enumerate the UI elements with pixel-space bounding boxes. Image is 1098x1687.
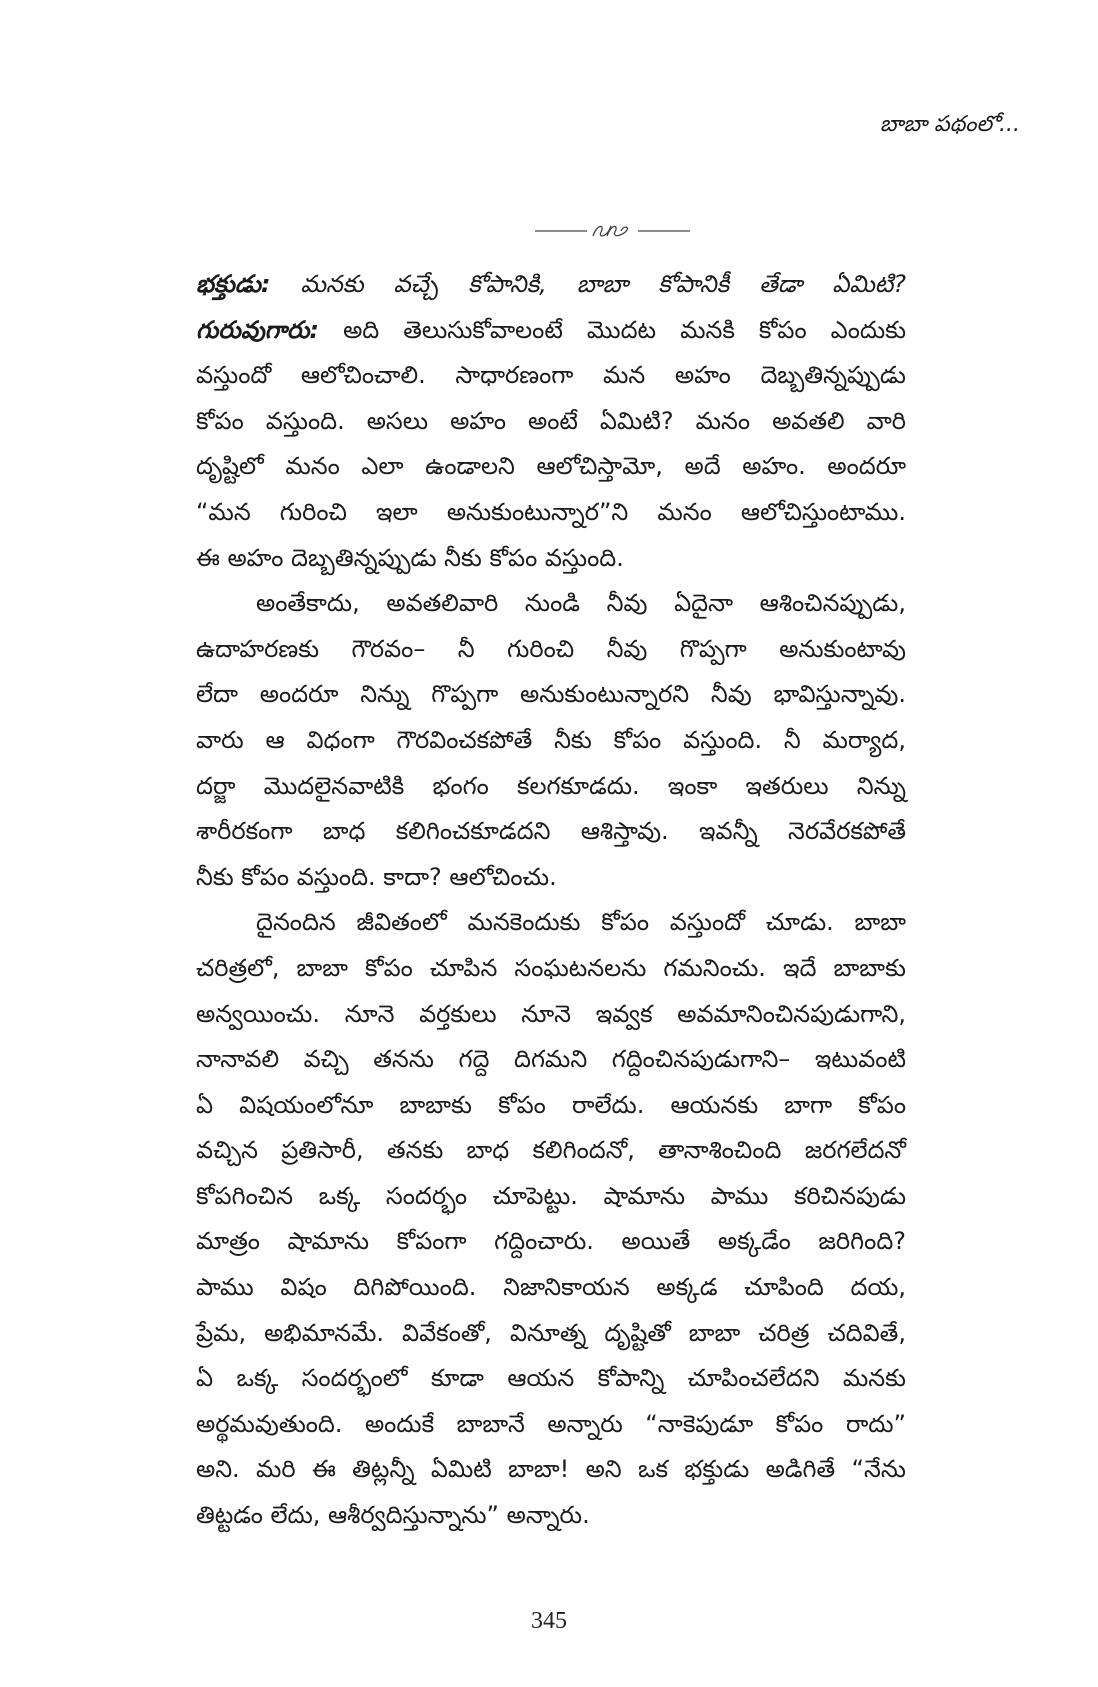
question-line: [196, 262, 906, 308]
text-line: దృష్టిలో మనం ఎలా ఉండాలని ఆలోచిస్తామో, అదే అహం. అందరూ: [196, 452, 906, 481]
text-line: అని. మరి ఈ తిట్లన్నీ ఏమిటి బాబా! అని ఒక భక్తుడు అడిగితే “నేను: [196, 1455, 906, 1484]
line-text: అది తెలుసుకోవాలంటే మొదట మనకి కోపం ఎందుకు: [343, 315, 906, 344]
text-line: అంతేకాదు, అవతలివారి నుండి నీవు ఏదైనా ఆశించినప్పుడు,: [256, 589, 906, 618]
text-line: ఉదాహరణకు గౌరవం– నీ గురించి నీవు గొప్పగా అనుకుంటావు: [196, 634, 906, 663]
text-line: అన్వయించు. నూనె వర్తకులు నూనె ఇవ్వక అవమానించినపుడుగాని,: [196, 999, 906, 1028]
paragraph-1: [196, 308, 906, 582]
page-number: 345: [531, 1608, 567, 1634]
text-line: శారీరకంగా బాధ కలిగించకూడదని ఆశిస్తావు. ఇవన్నీ నెరవేరకపోతే: [196, 817, 906, 846]
text-line: చరిత్రలో, బాబా కోపం చూపిన సంఘటనలను గమనించు. ఇదే బాబాకు: [196, 953, 906, 982]
text-line: వచ్చిన ప్రతిసారీ, తనకు బాధ కలిగిందనో, తానాశించింది జరగలేదనో: [196, 1136, 906, 1165]
text-line: దైనందిన జీవితంలో మనకెందుకు కోపం వస్తుందో చూడు. బాబా: [256, 908, 906, 937]
text-line: తిట్టడం లేదు, ఆశీర్వదిస్తున్నాను” అన్నారు.: [196, 1501, 590, 1530]
text-line: నానావలి వచ్చి తనను గద్దె దిగమని గద్దించినపుడుగాని– ఇటువంటి: [196, 1045, 906, 1074]
text-line: నీకు కోపం వస్తుంది. కాదా? ఆలోచించు.: [196, 862, 557, 891]
text-line: కోపం వస్తుంది. అసలు అహం అంటే ఏమిటి? మనం అవతలి వారి: [196, 406, 906, 435]
speaker-guru: గురువుగారు:: [196, 315, 320, 344]
question-text: మనకు వచ్చే కోపానికి, బాబా కోపానికీ తేడా ఏమిటి?: [300, 270, 906, 298]
running-head: బాబా పథంలో...: [879, 112, 1020, 137]
text-line: ఏ ఒక్క సందర్భంలో కూడా ఆయన కోపాన్ని చూపించలేదని మనకు: [196, 1364, 906, 1393]
text-line: [196, 308, 906, 354]
text-line: పాము విషం దిగిపోయింది. నిజానికాయన అక్కడ చూపింది దయ,: [196, 1273, 906, 1302]
text-line: అర్థమవుతుంది. అందుకే బాబానే అన్నారు “నాకెపుడూ కోపం రాదు”: [196, 1409, 906, 1438]
text-line: వారు ఆ విధంగా గౌరవించకపోతే నీకు కోపం వస్తుంది. నీ మర్యాద,: [196, 725, 906, 754]
flourish-divider-icon: [535, 218, 690, 244]
paragraph-2: [196, 581, 906, 900]
text-line: ఏ విషయంలోనూ బాబాకు కోపం రాలేదు. ఆయనకు బాగా కోపం: [196, 1090, 906, 1119]
text-line: మాత్రం షామాను కోపంగా గద్దించారు. అయితే అక్కడేం జరిగింది?: [196, 1227, 906, 1256]
text-line: ప్రేమ, అభిమానమే. వివేకంతో, వినూత్న దృష్టితో బాబా చరిత్ర చదివితే,: [196, 1318, 906, 1347]
paragraph-3: [196, 900, 906, 1538]
text-line: లేదా అందరూ నిన్ను గొప్పగా అనుకుంటున్నారని నీవు భావిస్తున్నావు.: [196, 680, 906, 709]
speaker-devotee: భక్తుడు:: [196, 270, 271, 298]
text-line: “మన గురించి ఇలా అనుకుంటున్నార”ని మనం ఆలోచిస్తుంటాము.: [196, 497, 906, 526]
text-line: కోపగించిన ఒక్క సందర్భం చూపెట్టు. షామాను పాము కరిచినపుడు: [196, 1181, 906, 1210]
text-line: ఈ అహం దెబ్బతిన్నప్పుడు నీకు కోపం వస్తుంది.: [196, 543, 624, 572]
text-line: దర్జా మొదలైనవాటికి భంగం కలగకూడదు. ఇంకా ఇతరులు నిన్ను: [196, 771, 906, 800]
body-text: [196, 262, 906, 1539]
text-line: వస్తుందో ఆలోచించాలి. సాధారణంగా మన అహం దెబ్బతిన్నప్పుడు: [196, 361, 906, 390]
